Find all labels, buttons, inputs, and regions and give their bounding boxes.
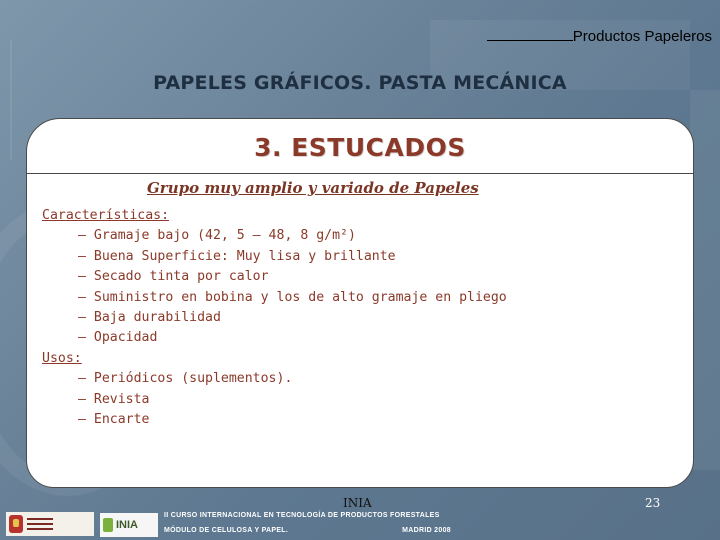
caracteristicas-label: Características: bbox=[42, 208, 170, 223]
usos-list bbox=[42, 369, 507, 430]
header-title bbox=[487, 26, 712, 45]
inia-logo bbox=[100, 513, 158, 537]
panel-divider bbox=[27, 173, 693, 174]
header-title-text: Productos Papeleros bbox=[572, 28, 712, 45]
list-item: – Encarte bbox=[78, 410, 507, 430]
footer-center-text: INIA bbox=[343, 496, 372, 510]
banner-line2-right: MADRID 2008 bbox=[402, 527, 451, 534]
list-item: – Buena Superficie: Muy lisa y brillante bbox=[78, 247, 507, 267]
inia-leaf-icon bbox=[103, 518, 113, 532]
list-item: – Suministro en bobina y los de alto gramaje en pliego bbox=[78, 288, 507, 308]
usos-label: Usos: bbox=[42, 350, 82, 366]
ministry-text-lines bbox=[27, 518, 53, 530]
content-body bbox=[42, 206, 507, 430]
section-heading: 3. ESTUCADOS bbox=[254, 133, 466, 162]
list-item: – Opacidad bbox=[78, 328, 507, 348]
page-number: 23 bbox=[645, 496, 661, 510]
list-item: – Revista bbox=[78, 390, 507, 410]
list-item: – Baja durabilidad bbox=[78, 308, 507, 328]
header-rule bbox=[487, 26, 573, 41]
page-title: PAPELES GRÁFICOS. PASTA MECÁNICA bbox=[153, 72, 567, 94]
caracteristicas-list bbox=[42, 226, 507, 348]
list-item: – Secado tinta por calor bbox=[78, 267, 507, 287]
list-item: – Gramaje bajo (42, 5 – 48, 8 g/m²) bbox=[78, 226, 507, 246]
list-item: – Periódicos (suplementos). bbox=[78, 369, 507, 389]
section-subheading: Grupo muy amplio y variado de Papeles bbox=[147, 179, 479, 197]
inia-logo-text: INIA bbox=[116, 519, 138, 531]
government-logo bbox=[6, 512, 94, 536]
course-banner bbox=[164, 512, 451, 534]
coat-of-arms-icon bbox=[9, 515, 23, 533]
banner-line1: II CURSO INTERNACIONAL EN TECNOLOGÍA DE PRODUCTOS FORESTALES bbox=[164, 512, 440, 519]
banner-line2-left: MÓDULO DE CELULOSA Y PAPEL. bbox=[164, 527, 289, 534]
